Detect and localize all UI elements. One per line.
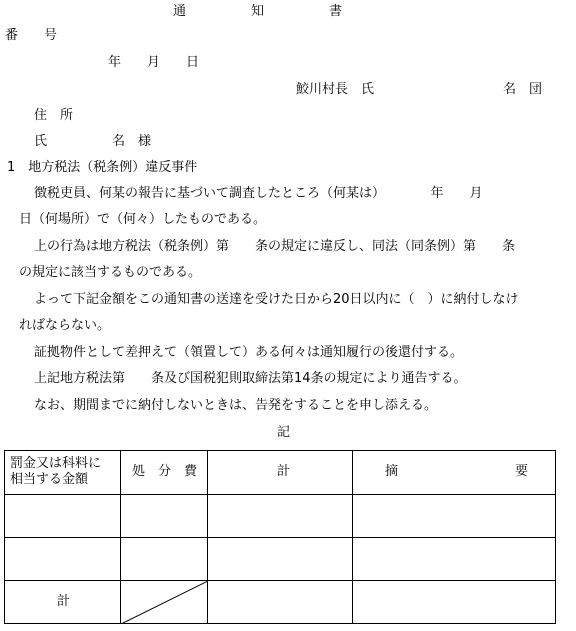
date-label: 年 月 日: [108, 55, 200, 70]
header-remarks: [353, 451, 556, 495]
header-disposal-fee-label: 処 分 費: [132, 464, 198, 479]
table-cell: [121, 538, 208, 581]
header-remarks-left: 摘: [385, 464, 399, 479]
total-row-label-cell: [5, 581, 121, 624]
paragraph-line: 日（何場所）で（何々）したものである。: [19, 212, 267, 227]
header-fine-amount: [5, 451, 121, 495]
header-total: [208, 451, 353, 495]
diagonal-slash: [121, 581, 208, 624]
address-label: 住 所: [34, 108, 74, 123]
amount-table: [4, 450, 556, 624]
paragraph-line: なお、期間までに納付しないときは、告発をすることを申し添える。: [34, 398, 438, 413]
total-row-label: 計: [57, 594, 71, 609]
table-cell: [353, 495, 556, 538]
number-label: 番 号: [5, 28, 58, 43]
table-cell: [353, 538, 556, 581]
table-total-row: [5, 581, 556, 624]
village-chief: 鮫川村長 氏: [296, 82, 375, 97]
header-total-label: 計: [277, 464, 291, 479]
table-cell: [208, 538, 353, 581]
paragraph-line: の規定に該当するものである。: [19, 265, 202, 280]
table-row: [5, 495, 556, 538]
name-seal: 名 団: [503, 82, 543, 97]
table-cell: [353, 581, 556, 624]
header-fine-line1: 罰金又は科料に: [10, 456, 102, 471]
table-cell: [5, 495, 121, 538]
table-cell: [5, 538, 121, 581]
table-cell: [208, 495, 353, 538]
ki-label: 記: [277, 425, 291, 440]
paragraph-line: 上の行為は地方税法（税条例）第 条の規定に違反し、同法（同条例）第 条: [34, 239, 516, 254]
header-fine-line2: 相当する金額: [10, 472, 89, 487]
paragraph-line: よって下記金額をこの通知書の送達を受けた日から20日以内に（ ）に納付しなけ: [34, 292, 519, 307]
header-remarks-right: 要: [515, 464, 529, 479]
table-cell: [208, 581, 353, 624]
addressee-name-label: 氏 名 様: [34, 134, 152, 149]
paragraph-line: 徴税吏員、何某の報告に基づいて調査したところ（何某は） 年 月: [34, 186, 483, 201]
document-title: 通 知 書: [173, 4, 343, 19]
table-row: [5, 538, 556, 581]
header-disposal-fee: [121, 451, 208, 495]
section-heading: 1 地方税法（税条例）違反事件: [7, 160, 198, 175]
paragraph-line: 上記地方税法第 条及び国税犯則取締法第14条の規定により通告する。: [34, 371, 467, 386]
paragraph-line: 証拠物件として差押えて（領置して）ある何々は通知履行の後還付する。: [34, 345, 464, 360]
table-header-row: [5, 451, 556, 495]
paragraph-line: ればならない。: [19, 318, 111, 333]
total-disposal-diagonal-cell: [121, 581, 208, 624]
table-cell: [121, 495, 208, 538]
